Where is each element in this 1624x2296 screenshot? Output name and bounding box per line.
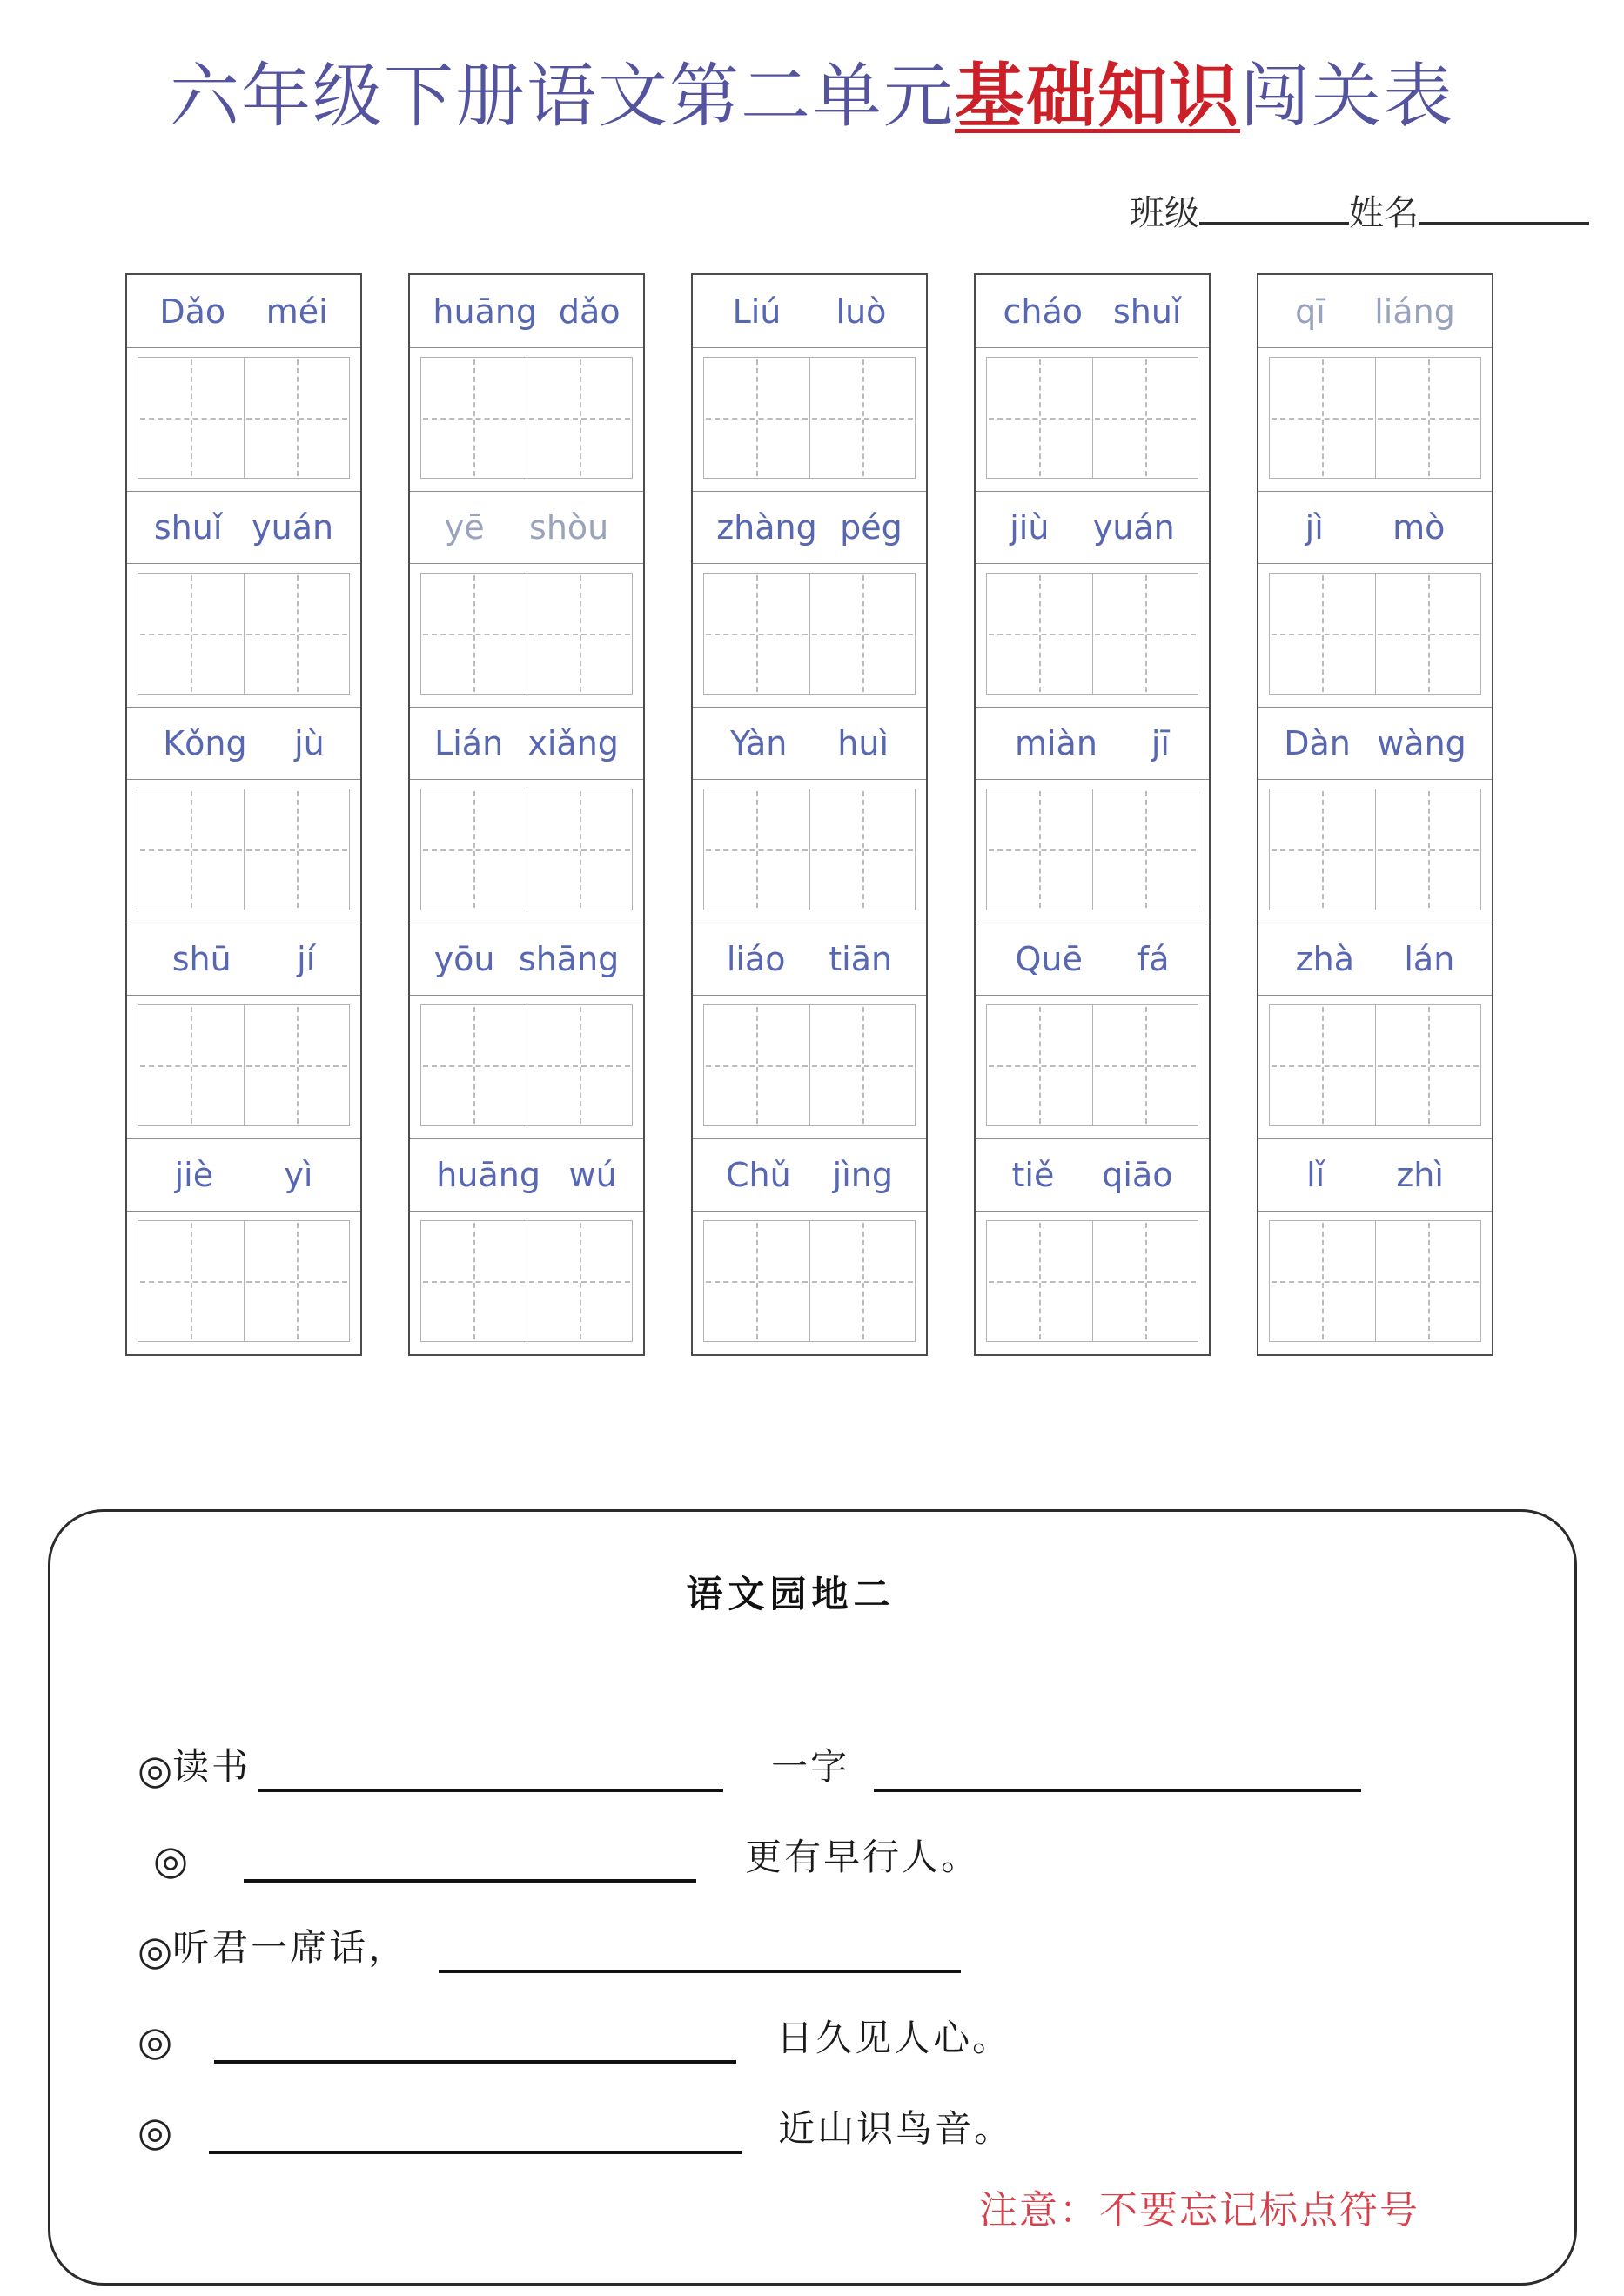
pinyin-row [976,491,1209,564]
line-text: 听君一席话， [172,1929,408,1969]
pinyin-syllable: shuǐ [153,508,223,547]
writing-square [1375,789,1482,910]
writing-square [809,789,916,910]
word-group [410,1138,643,1342]
writing-square [138,789,245,910]
writing-squares-row [138,1220,350,1342]
writing-square [138,573,245,695]
writing-squares-row [986,357,1198,479]
line-text: 近山识鸟音。 [778,2110,1014,2150]
word-group [410,275,643,479]
pinyin-syllable: Yàn [729,724,788,762]
pinyin-grid [0,273,1624,1356]
pinyin-row [1258,275,1492,348]
pinyin-syllable: dǎo [558,292,621,331]
writing-squares-row [986,1004,1198,1126]
bullseye-bullet-icon: ◎ [138,2019,173,2064]
pinyin-row [127,707,360,780]
pinyin-row [693,707,926,780]
writing-squares-row [703,789,916,910]
bullseye-bullet-icon: ◎ [138,2110,173,2154]
pinyin-syllable: lǐ [1306,1156,1325,1194]
fill-in-line [138,1883,1522,1973]
fill-in-line [138,2064,1522,2154]
word-group [976,1138,1209,1342]
writing-squares-row [986,1220,1198,1342]
writing-square [244,1004,351,1126]
pinyin-row [410,923,643,996]
pinyin-syllable: yuán [252,508,334,547]
pinyin-column [408,273,645,1356]
pinyin-row [410,707,643,780]
writing-square [809,573,916,695]
pinyin-syllable: Dàn [1284,724,1351,762]
writing-square [986,1004,1093,1126]
pinyin-syllable: shāng [518,940,620,978]
writing-square [986,573,1093,695]
writing-square [244,357,351,479]
reminder-note: 注意：不要忘记标点符号 [979,2189,1419,2232]
word-group [976,707,1209,910]
pinyin-syllable: huì [837,724,889,762]
pinyin-syllable: Lián [434,724,504,762]
pinyin-syllable: mò [1392,508,1446,547]
pinyin-row [127,1138,360,1212]
pinyin-column [691,273,928,1356]
word-group [976,491,1209,695]
writing-squares-row [420,573,633,695]
pinyin-row [410,491,643,564]
writing-square [244,573,351,695]
pinyin-syllable: yōu [433,940,495,978]
pinyin-syllable: zhì [1396,1156,1444,1194]
word-group [127,491,360,695]
pinyin-syllable: cháo [1003,292,1083,331]
writing-squares-row [1269,1220,1481,1342]
word-group [1258,707,1492,910]
writing-squares-row [986,789,1198,910]
writing-squares-row [420,1004,633,1126]
writing-square [420,1004,527,1126]
pinyin-syllable: zhàng [716,508,817,547]
pinyin-row [976,707,1209,780]
fill-in-line [138,1792,1522,1883]
bullseye-bullet-icon: ◎ [138,1929,173,1973]
writing-square [527,789,634,910]
line-text: 日久见人心。 [776,2019,1012,2059]
writing-squares-row [703,1220,916,1342]
writing-squares-row [420,357,633,479]
line-text: 读书 [172,1748,252,1788]
section-heading: 语文园地二 [686,1575,896,1615]
writing-square [1092,1004,1199,1126]
word-group [127,923,360,1126]
writing-square [1269,1004,1376,1126]
pinyin-syllable: yuán [1092,508,1175,547]
writing-squares-row [1269,1004,1481,1126]
word-group [127,707,360,910]
writing-square [1375,357,1482,479]
answer-blank-line [214,2025,736,2064]
writing-square [703,1220,810,1342]
pinyin-row [127,923,360,996]
pinyin-syllable: xiǎng [527,724,619,762]
writing-square [809,1004,916,1126]
word-group [1258,923,1492,1126]
writing-square [527,1004,634,1126]
word-group [1258,275,1492,479]
word-group [693,707,926,910]
writing-square [1375,1004,1482,1126]
pinyin-row [410,1138,643,1212]
pinyin-row [1258,707,1492,780]
pinyin-syllable: Liú [732,292,782,331]
writing-squares-row [138,789,350,910]
answer-blank-line [209,2116,742,2154]
pinyin-syllable: qī [1295,292,1325,331]
pinyin-syllable: huāng [433,292,538,331]
exercise-box [48,1509,1577,2286]
writing-squares-row [420,1220,633,1342]
pinyin-row [1258,491,1492,564]
word-group [693,275,926,479]
word-group [410,707,643,910]
writing-squares-row [1269,789,1481,910]
pinyin-syllable: yì [284,1156,313,1194]
pinyin-syllable: jí [297,940,316,978]
fill-in-line [138,1973,1522,2064]
word-group [693,1138,926,1342]
writing-square [703,789,810,910]
pinyin-row [693,923,926,996]
word-group [1258,491,1492,695]
pinyin-syllable: qiāo [1102,1156,1173,1194]
pinyin-row [693,1138,926,1212]
writing-squares-row [703,1004,916,1126]
writing-square [138,1220,245,1342]
writing-square [420,789,527,910]
pinyin-column [1257,273,1493,1356]
writing-square [986,789,1093,910]
writing-squares-row [703,357,916,479]
pinyin-syllable: liáo [726,940,786,978]
word-group [127,1138,360,1342]
name-blank-line [1419,190,1589,225]
bullseye-bullet-icon: ◎ [138,1748,173,1792]
writing-square [420,1220,527,1342]
writing-square [1269,573,1376,695]
writing-squares-row [420,789,633,910]
word-group [410,923,643,1126]
pinyin-syllable: jìng [832,1156,893,1194]
pinyin-syllable: zhà [1295,940,1354,978]
word-group [693,923,926,1126]
writing-square [1375,1220,1482,1342]
title-highlight: 基础知识 [955,59,1240,136]
line-text: 一字 [771,1748,850,1788]
writing-square [1269,1220,1376,1342]
fill-in-lines [138,1702,1522,2154]
writing-square [527,357,634,479]
writing-squares-row [703,573,916,695]
writing-square [1092,357,1199,479]
word-group [410,491,643,695]
word-group [976,275,1209,479]
answer-blank-line [244,1844,696,1883]
pinyin-syllable: Dǎo [159,292,226,331]
pinyin-syllable: méi [265,292,328,331]
pinyin-syllable: wàng [1377,724,1466,762]
pinyin-row [976,275,1209,348]
title-prefix: 六年级下册语文第二单元 [170,59,955,136]
pinyin-syllable: lán [1404,940,1455,978]
bullseye-bullet-icon: ◎ [153,1838,189,1883]
writing-square [1375,573,1482,695]
pinyin-syllable: jì [1305,508,1324,547]
writing-squares-row [986,573,1198,695]
writing-square [703,573,810,695]
answer-blank-line [874,1754,1361,1792]
writing-squares-row [1269,357,1481,479]
pinyin-row [410,275,643,348]
writing-square [1269,789,1376,910]
answer-blank-line [258,1754,723,1792]
class-name-line [0,185,1624,235]
pinyin-syllable: shuǐ [1112,292,1182,331]
word-group [1258,1138,1492,1342]
writing-square [1092,1220,1199,1342]
writing-square [809,1220,916,1342]
word-group [976,923,1209,1126]
pinyin-syllable: miàn [1014,724,1097,762]
pinyin-syllable: huāng [436,1156,540,1194]
fill-in-line [138,1702,1522,1792]
pinyin-syllable: jù [294,724,325,762]
writing-squares-row [138,1004,350,1126]
writing-square [420,573,527,695]
writing-square [809,357,916,479]
pinyin-syllable: Kǒng [163,724,247,762]
title-suffix: 闯关表 [1240,59,1454,136]
writing-square [986,357,1093,479]
word-group [127,275,360,479]
pinyin-syllable: Quē [1015,940,1083,978]
pinyin-syllable: jiù [1010,508,1050,547]
writing-square [138,357,245,479]
pinyin-syllable: Chǔ [725,1156,791,1194]
pinyin-row [1258,1138,1492,1212]
writing-square [244,789,351,910]
pinyin-syllable: fá [1137,940,1170,978]
writing-square [138,1004,245,1126]
writing-squares-row [138,357,350,479]
writing-square [703,1004,810,1126]
pinyin-row [1258,923,1492,996]
pinyin-row [693,275,926,348]
class-label: 班级 [1130,193,1199,232]
pinyin-syllable: shū [171,940,232,978]
pinyin-syllable: tiě [1011,1156,1055,1194]
class-blank-line [1199,190,1349,225]
pinyin-row [127,275,360,348]
name-label: 姓名 [1349,193,1419,232]
pinyin-row [976,1138,1209,1212]
writing-square [244,1220,351,1342]
pinyin-syllable: shòu [529,508,609,547]
writing-squares-row [1269,573,1481,695]
writing-squares-row [138,573,350,695]
writing-square [1092,573,1199,695]
pinyin-row [127,491,360,564]
pinyin-syllable: jiè [174,1156,214,1194]
pinyin-syllable: jī [1151,724,1170,762]
writing-square [420,357,527,479]
pinyin-syllable: wú [568,1156,617,1194]
word-group [693,491,926,695]
writing-square [1092,789,1199,910]
line-text: 更有早行人。 [745,1838,981,1878]
writing-square [986,1220,1093,1342]
pinyin-syllable: yē [444,508,485,547]
pinyin-syllable: luò [835,292,887,331]
pinyin-syllable: liáng [1374,292,1455,331]
pinyin-column [974,273,1211,1356]
writing-square [527,1220,634,1342]
page-title [0,40,1624,140]
pinyin-syllable: pég [840,508,903,547]
writing-square [703,357,810,479]
writing-square [527,573,634,695]
writing-square [1269,357,1376,479]
answer-blank-line [439,1935,961,1973]
pinyin-row [976,923,1209,996]
pinyin-column [125,273,362,1356]
pinyin-syllable: tiān [829,940,893,978]
pinyin-row [693,491,926,564]
